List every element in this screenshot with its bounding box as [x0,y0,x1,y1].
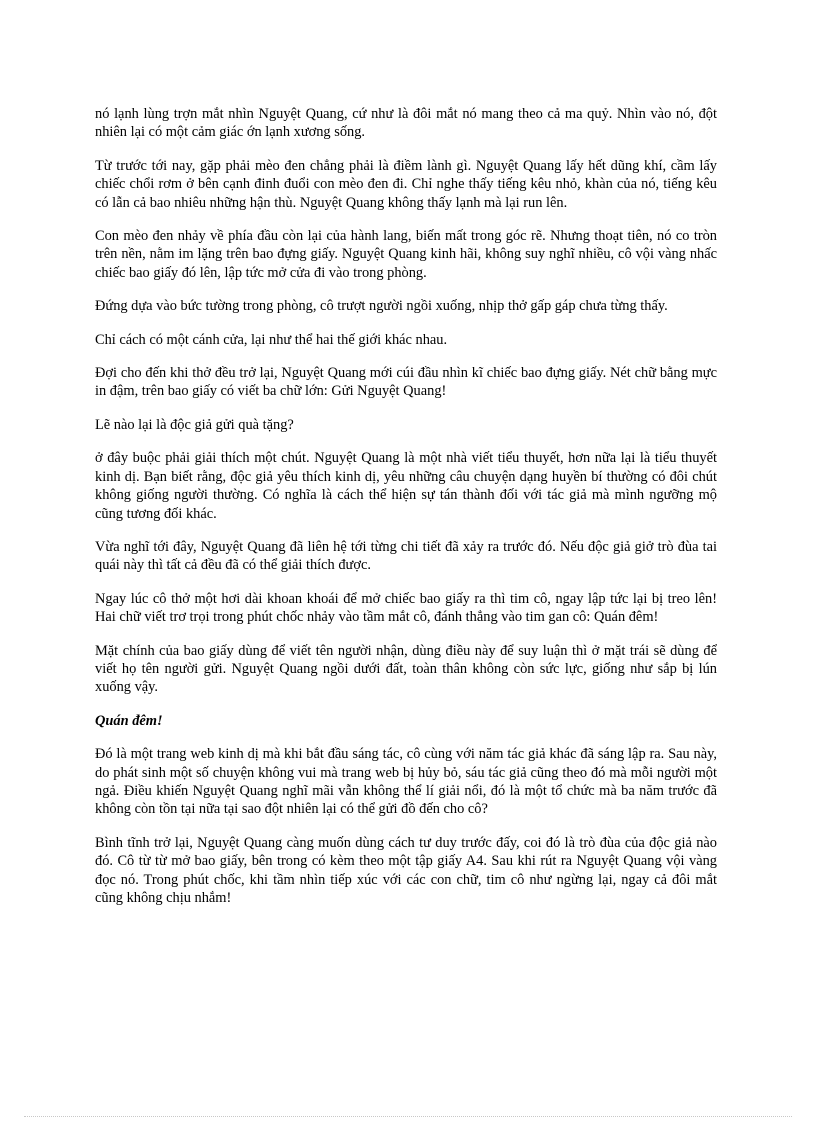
body-paragraph: Ngay lúc cô thở một hơi dài khoan khoái để mở chiếc bao giấy ra thì tim cô, ngay lập tức lại bị treo lên! Hai chữ viết trơ trọi trong phút chốc nhảy vào tầm mắt cô, đánh thẳng vào tim gan cô: Quán đêm! [95,590,717,626]
body-paragraph: Vừa nghĩ tới đây, Nguyệt Quang đã liên hệ tới từng chi tiết đã xảy ra trước đó. Nếu độc giả giở trò đùa tai quái này thì tất cả đều đã có thể giải thích được. [95,538,717,574]
body-paragraph: Mặt chính của bao giấy dùng để viết tên người nhận, dùng điều này để suy luận thì ở mặt trái sẽ dùng để viết họ tên người gửi. Nguyệt Quang ngồi dưới đất, toàn thân không còn sức lực, giống như sắp bị lún xuống vậy. [95,642,717,696]
page-footer-divider [24,1116,792,1117]
body-paragraph: ở đây buộc phải giải thích một chút. Nguyệt Quang là một nhà viết tiểu thuyết, hơn nữa lại là tiểu thuyết kinh dị. Bạn biết rằng, độc giả yêu thích kinh dị, yêu những câu chuyện dạng huyền bí thường có đôi chút không giống người thường. Có nghĩa là cách thể hiện sự tán thành đối với tác giả mà mình ngưỡng mộ cũng tương đối khác. [95,450,717,522]
body-paragraph: Bình tĩnh trở lại, Nguyệt Quang càng muốn dùng cách tư duy trước đấy, coi đó là trò đùa của độc giả nào đó. Cô từ từ mở bao giấy, bên trong có kèm theo một tập giấy A4. Sau khi rút ra Nguyệt Quang vội vàng đọc nó. Trong phút chốc, khi tầm nhìn tiếp xúc với các con chữ, tim cô như ngừng lại, ngay cả đôi mắt cũng không chịu nhắm! [95,834,717,906]
body-paragraph: Chỉ cách có một cánh cửa, lại như thể hai thế giới khác nhau. [95,331,448,348]
body-paragraph: Đợi cho đến khi thở đều trở lại, Nguyệt Quang mới cúi đầu nhìn kĩ chiếc bao đựng giấy. Nét chữ bằng mực in đậm, trên bao giấy có viết ba chữ lớn: Gửi Nguyệt Quang! [95,365,717,400]
section-heading: Quán đêm! [95,712,163,729]
body-paragraph: Lẽ nào lại là độc giả gửi quà tặng? [95,416,294,433]
body-paragraph: Đó là một trang web kinh dị mà khi bắt đầu sáng tác, cô cùng với năm tác giả khác đã sáng lập ra. Sau này, do phát sinh một số chuyện không vui mà trang web bị hủy bỏ, sáu tác giả cũng theo đó mà mỗi người một ngả. Điều khiến Nguyệt Quang nghĩ mãi vẫn không thể lí giải nổi, đó là một tổ chức mà ba năm trước đã không còn tồn tại nữa tại sao đột nhiên lại có thể gửi đồ đến cho cô? [95,746,717,818]
body-paragraph: Từ trước tới nay, gặp phải mèo đen chẳng phải là điềm lành gì. Nguyệt Quang lấy hết dũng khí, cầm lấy chiếc chổi rơm ở bên cạnh đinh đuổi con mèo đen đi. Chỉ nghe thấy tiếng kêu nhỏ, khàn của nó, tiếng kêu có lẫn cả bao nhiêu những hận thù. Nguyệt Quang không thấy lạnh mà lại run lên. [95,157,717,211]
body-paragraph: Đứng dựa vào bức tường trong phòng, cô trượt người ngồi xuống, nhịp thở gấp gáp chưa từng thấy. [95,298,668,315]
body-paragraph: nó lạnh lùng trợn mắt nhìn Nguyệt Quang, cứ như là đôi mắt nó mang theo cả ma quỷ. Nhìn vào nó, đột nhiên lại có một cảm giác ớn lạnh xương sống. [95,106,717,141]
body-paragraph: Con mèo đen nhảy về phía đầu còn lại của hành lang, biến mất trong góc rẽ. Nhưng thoạt tiên, nó co tròn trên nền, nằm im lặng trên bao đựng giấy. Nguyệt Quang kinh hãi, không suy nghĩ nhiều, cô vội vàng nhấc chiếc bao giấy đó lên, lập tức mở cửa đi vào trong phòng. [95,228,717,281]
document-body [95,105,717,922]
